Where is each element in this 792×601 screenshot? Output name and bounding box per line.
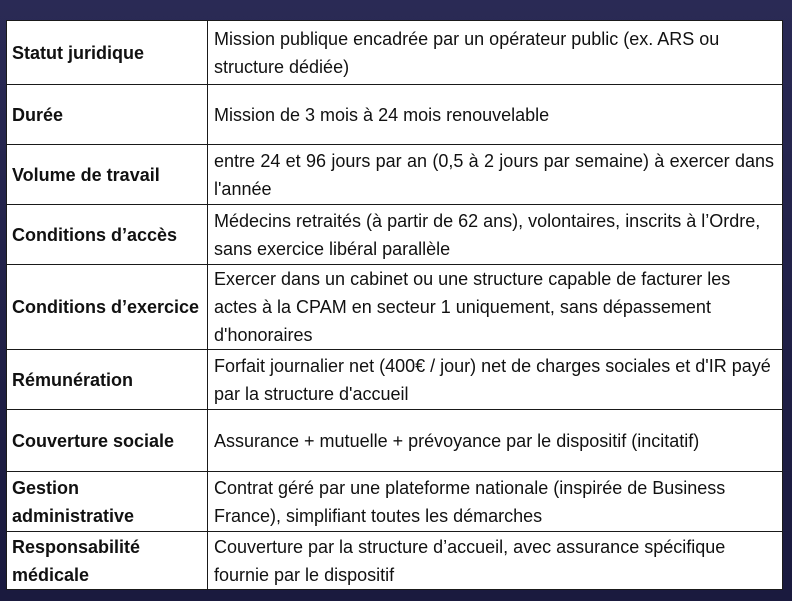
row-label-couverture-sociale: Couverture sociale xyxy=(7,410,208,472)
row-value-statut-juridique: Mission publique encadrée par un opérateur public (ex. ARS ou structure dédiée) xyxy=(208,21,783,85)
info-table-container xyxy=(6,20,782,590)
table-row xyxy=(7,532,783,590)
row-value-gestion-administrative: Contrat géré par une plateforme nationale (inspirée de Business France), simplifiant toutes les démarches xyxy=(208,472,783,532)
row-label-volume-travail: Volume de travail xyxy=(7,145,208,205)
row-label-statut-juridique: Statut juridique xyxy=(7,21,208,85)
table-row xyxy=(7,472,783,532)
table-row xyxy=(7,350,783,410)
info-table xyxy=(6,20,783,590)
row-value-conditions-acces: Médecins retraités (à partir de 62 ans), volontaires, inscrits à l’Ordre, sans exercice libéral parallèle xyxy=(208,205,783,265)
row-value-volume-travail: entre 24 et 96 jours par an (0,5 à 2 jours par semaine) à exercer dans l'année xyxy=(208,145,783,205)
row-value-duree: Mission de 3 mois à 24 mois renouvelable xyxy=(208,85,783,145)
row-label-responsabilite-medicale: Responsabilité médicale xyxy=(7,532,208,590)
row-label-remuneration: Rémunération xyxy=(7,350,208,410)
row-value-couverture-sociale: Assurance + mutuelle + prévoyance par le dispositif (incitatif) xyxy=(208,410,783,472)
table-row xyxy=(7,205,783,265)
row-label-duree: Durée xyxy=(7,85,208,145)
row-label-conditions-acces: Conditions d’accès xyxy=(7,205,208,265)
row-value-responsabilite-medicale: Couverture par la structure d’accueil, avec assurance spécifique fournie par le dispositif xyxy=(208,532,783,590)
row-value-conditions-exercice: Exercer dans un cabinet ou une structure capable de facturer les actes à la CPAM en secteur 1 uniquement, sans dépassement d'honoraires xyxy=(208,265,783,350)
table-row xyxy=(7,85,783,145)
row-label-conditions-exercice: Conditions d’exercice xyxy=(7,265,208,350)
table-row xyxy=(7,145,783,205)
table-row xyxy=(7,21,783,85)
row-value-remuneration: Forfait journalier net (400€ / jour) net de charges sociales et d'IR payé par la structure d'accueil xyxy=(208,350,783,410)
row-label-gestion-administrative: Gestion administrative xyxy=(7,472,208,532)
table-row xyxy=(7,410,783,472)
table-row xyxy=(7,265,783,350)
